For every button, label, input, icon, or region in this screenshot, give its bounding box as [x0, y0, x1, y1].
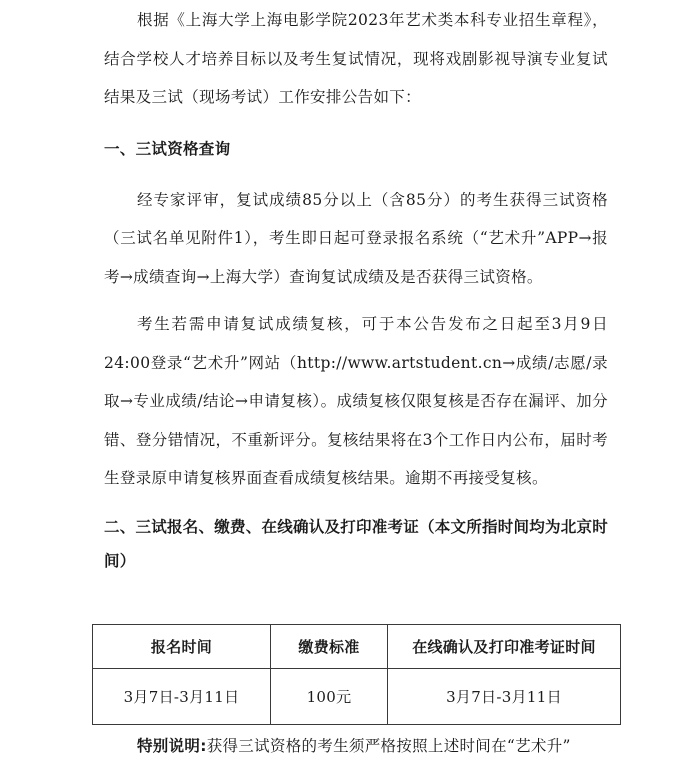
cell-registration-time: 3月7日-3月11日 — [93, 669, 271, 725]
section1-paragraph2: 考生若需申请复试成绩复核，可于本公告发布之日起至3月9日24:00登录“艺术升”网站（http://www.artstudent.cn→成绩/志愿/录取→专业成绩/结论→申请复核）。成绩复核仅限复核是否存在漏评、加分错、登分错情况，不重新评分。复核结果将在3个工作日内公布，届时考生登录原申请复核界面查看成绩复核结果。逾期不再接受复核。 — [104, 315, 608, 487]
cell-confirmation-time: 3月7日-3月11日 — [388, 669, 621, 725]
special-note-text: 获得三试资格的考生须严格按照上述时间在“艺术升” — [206, 737, 571, 755]
section2-heading: 二、三试报名、缴费、在线确认及打印准考证（本文所指时间均为北京时间） — [104, 517, 608, 570]
section1-heading: 一、三试资格查询 — [104, 139, 231, 158]
intro-paragraph: 根据《上海大学上海电影学院2023年艺术类本科专业招生章程》，结合学校人才培养目标以及考生复试情况，现将戏剧影视导演专业复试结果及三试（现场考试）工作安排公告如下： — [104, 11, 608, 106]
section1-paragraph1: 经专家评审，复试成绩85分以上（含85分）的考生获得三试资格（三试名单见附件1），考生即日起可登录报名系统（“艺术升”APP→报考→成绩查询→上海大学）查询复试成绩及是否获得三试资格。 — [104, 190, 608, 286]
special-note-label: 特别说明: — [137, 737, 207, 755]
cell-fee-standard: 100元 — [271, 669, 388, 725]
table-row — [93, 669, 621, 725]
header-fee-standard: 缴费标准 — [271, 625, 388, 669]
header-registration-time: 报名时间 — [93, 625, 271, 669]
table-header-row — [93, 625, 621, 669]
special-note — [137, 728, 571, 764]
header-confirmation-time: 在线确认及打印准考证时间 — [388, 625, 621, 669]
schedule-table — [92, 624, 621, 725]
